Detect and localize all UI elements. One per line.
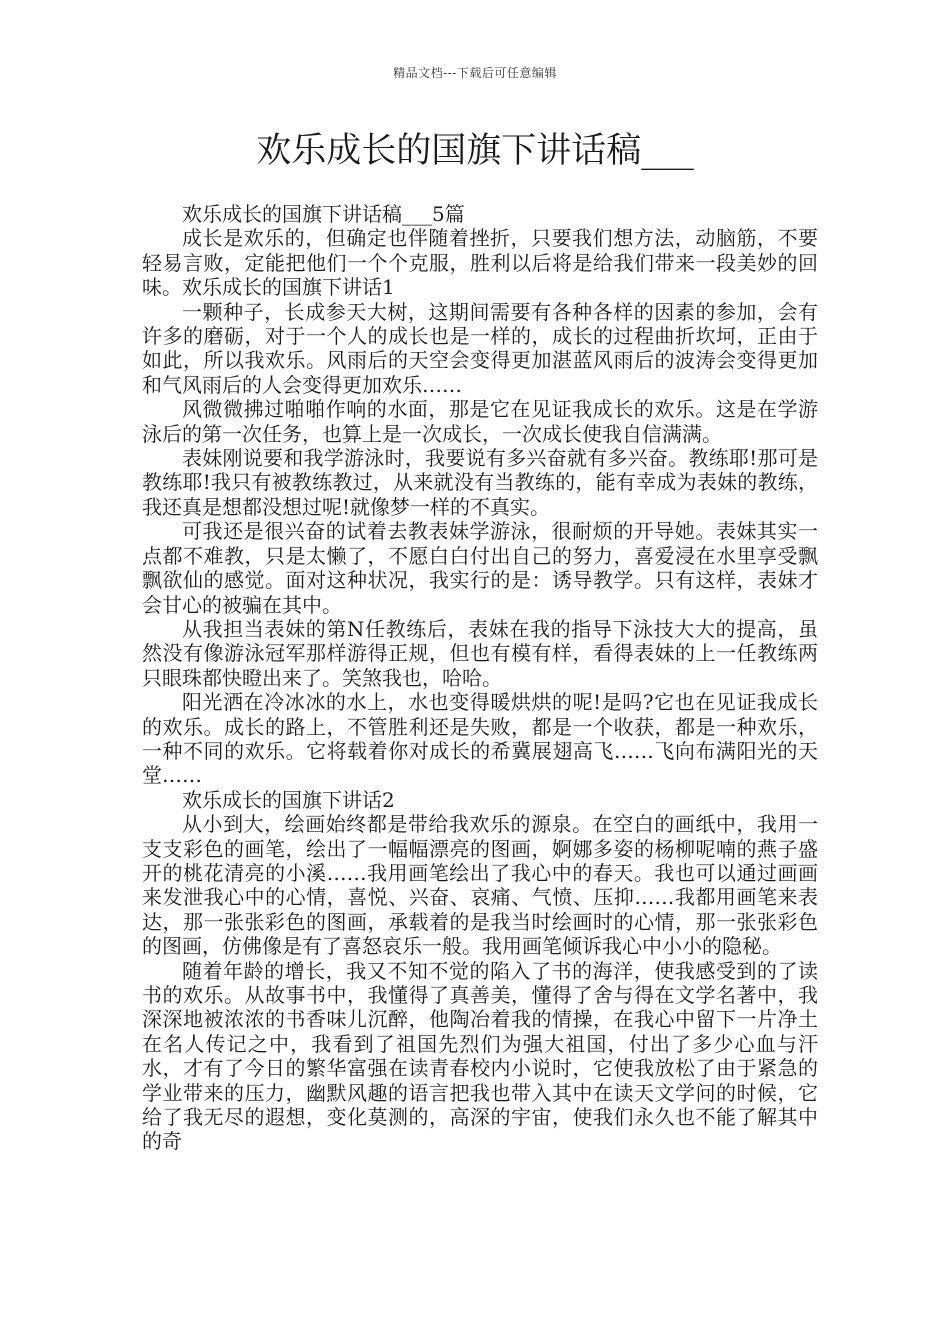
paragraph: 表妹刚说要和我学游泳时，我要说有多兴奋就有多兴奋。教练耶!那可是教练耶!我只有被教练教过，从来就没有当教练的，能有幸成为表妹的教练，我还真是想都没想过呢!就像梦一样的不真实。 <box>142 446 818 519</box>
paragraph: 可我还是很兴奋的试着去教表妹学游泳，很耐烦的开导她。表妹其实一点都不难教，只是太懒了，不愿白白付出自己的努力，喜爱浸在水里享受飘飘欲仙的感觉。面对这种状况，我实行的是：诱导教学。只有这样，表妹才会甘心的被骗在其中。 <box>142 519 818 617</box>
paragraph: 成长是欢乐的，但确定也伴随着挫折，只要我们想方法，动脑筋，不要轻易言败，定能把他们一个个克服，胜利以后将是给我们带来一段美妙的回味。欢乐成长的国旗下讲话1 <box>142 226 818 300</box>
paragraph: 随着年龄的增长，我又不知不觉的陷入了书的海洋，使我感受到的了读书的欢乐。从故事书中，我懂得了真善美，懂得了舍与得在文学名著中，我深深地被浓浓的书香味儿沉醉，他陶冶着我的情操，在我心中留下一片净土在名人传记之中，我看到了祖国先烈们为强大祖国，付出了多少心血与汗水，才有了今日的繁华富强在读青春校内小说时，它使我放松了由于紧急的学业带来的压力，幽默风趣的语言把我也带入其中在读天文学问的时候，它给了我无尽的遐想，变化莫测的，高深的宇宙，使我们永久也不能了解其中的奇 <box>142 958 818 1154</box>
paragraph: 从我担当表妹的第N任教练后，表妹在我的指导下泳技大大的提高，虽然没有像游泳冠军那样游得正规，但也有模有样，看得表妹的上一任教练两只眼珠都快瞪出来了。笑煞我也，哈哈。 <box>142 616 818 690</box>
paragraph: 一颗种子，长成参天大树，这期间需要有各种各样的因素的参加，会有许多的磨砺，对于一个人的成长也是一样的，成长的过程曲折坎坷，正由于如此，所以我欢乐。风雨后的天空会变得更加湛蓝风雨后的波涛会变得更加和气风雨后的人会变得更加欢乐…… <box>142 299 818 397</box>
paragraph: 阳光洒在冷冰冰的水上，水也变得暖烘烘的呢!是吗?它也在见证我成长的欢乐。成长的路上，不管胜利还是失败，都是一个收获，都是一种欢乐，一种不同的欢乐。它将载着你对成长的希冀展翅高飞……飞向布满阳光的天堂…… <box>142 690 818 788</box>
paragraph: 风微微拂过啪啪作响的水面，那是它在见证我成长的欢乐。这是在学游泳后的第一次任务，也算上是一次成长，一次成长使我自信满满。 <box>142 397 818 446</box>
header-note: 精品文档---下载后可任意编辑 <box>393 66 557 80</box>
document-title: 欢乐成长的国旗下讲话稿___ <box>256 131 694 171</box>
section-heading: 欢乐成长的国旗下讲话2 <box>182 787 395 812</box>
document-body <box>142 202 818 1154</box>
paragraph: 从小到大，绘画始终都是带给我欢乐的源泉。在空白的画纸中，我用一支支彩色的画笔，绘出了一幅幅漂亮的图画，婀娜多姿的杨柳呢喃的燕子盛开的桃花清亮的小溪……我用画笔绘出了我心中的春天。我也可以通过画画来发泄我心中的心情，喜悦、兴奋、哀痛、气愤、压抑……我都用画笔来表达，那一张张彩色的图画，承载着的是我当时绘画时的心情，那一张张彩色的图画，仿佛像是有了喜怒哀乐一般。我用画笔倾诉我心中小小的隐秘。 <box>142 812 818 959</box>
paragraph: 欢乐成长的国旗下讲话稿___5篇 <box>182 202 465 226</box>
